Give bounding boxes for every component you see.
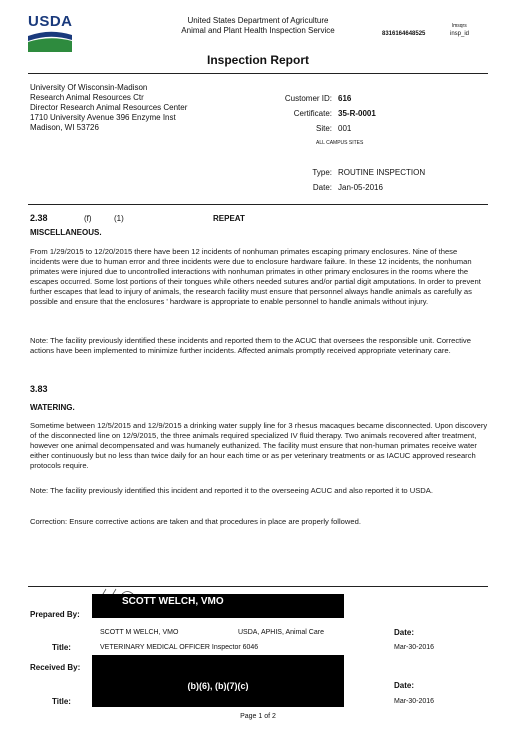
section-code-238: 2.38: [30, 213, 48, 223]
certificate-value: 35-R-0001: [338, 109, 376, 118]
section-heading-miscellaneous: MISCELLANEOUS.: [30, 228, 102, 237]
site-note: ALL CAMPUS SITES: [316, 140, 364, 146]
department-name: United States Department of Agriculture: [187, 16, 329, 25]
facility-line3: Director Research Animal Resources Center: [30, 103, 188, 112]
section-heading-watering: WATERING.: [30, 403, 75, 412]
service-name: Animal and Plant Health Inspection Service: [181, 26, 335, 35]
received-date: Mar-30-2016: [394, 698, 435, 705]
date-label: Date:: [312, 183, 332, 192]
received-date-label: Date:: [394, 681, 415, 690]
miscellaneous-paragraph: From 1/29/2015 to 12/20/2015 there have been 12 incidents of nonhuman primates escaping primary enclosures. Nine of these incidents were due to human error and three incidents were due to enclosure hardware failure. In these 12 incidents, the nonhuman primates were injured due to uncontrolled interactions with nonhuman primates in other primary enclosures in the rooms where the escapes occurred. Some lost portions of their tongues while others needed sutures and/or partial digit amputations. In order to prevent further escapes that lead to injury of animals, the research facility must ensure that personnel always handle animals as carefully as possible and ensure that the enclosures ' hardware is appropriate to enable personnel to handle animals without injury.: [30, 247, 481, 306]
received-redaction: [92, 655, 344, 707]
section-sub-f: (f): [84, 214, 92, 223]
customer-id-value: 616: [338, 94, 352, 103]
header-rule: [28, 73, 488, 74]
prepared-title-label: Title:: [52, 643, 71, 652]
section-sub-1: (1): [114, 214, 124, 223]
type-value: ROUTINE INSPECTION: [338, 168, 426, 177]
received-by-label: Received By:: [30, 663, 81, 672]
site-label: Site:: [315, 124, 332, 133]
certificate-label: Certificate:: [293, 109, 332, 118]
prepared-signature-redaction: [92, 594, 344, 618]
usda-logo-text: USDA: [28, 13, 73, 30]
report-title: Inspection Report: [206, 53, 309, 67]
facility-line2: Research Animal Resources Ctr: [30, 93, 144, 102]
miscellaneous-note: Note: The facility previously identified these incidents and reported them to the ACUC that oversees the responsible unit. Corrective actions have been implemented to minimize further incidents. Affected animals promptly received appropriate veterinary care.: [30, 336, 471, 355]
watering-paragraph: Sometime between 12/5/2015 and 12/9/2015 a drinking water supply line for 3 rhesus macaques became disconnected. Upon discovery of the disconnected line on 12/9/2015, the three animals required specialized IV fluid therapy. Two animals recovered after treatment, however one animal decompensated and was humanely euthanized. The facility must ensure that non-human primates receive water either continuously but no less than twice daily for an hour each time or as per veterinary treatments or as IACUC approved research protocols require.: [30, 421, 488, 470]
prepared-name: SCOTT M WELCH, VMO: [100, 629, 179, 636]
watering-note: Note: The facility previously identified this incident and reported it to the overseeing ACUC and also reported it to USDA.: [30, 486, 433, 495]
facility-line5: Madison, WI 53726: [30, 123, 99, 132]
received-title-label: Title:: [52, 697, 71, 706]
section-rule-top: [28, 204, 488, 205]
facility-line4: 1710 University Avenue 396 Enzyme Inst: [30, 113, 176, 122]
type-label: Type:: [312, 168, 332, 177]
prepared-date: Mar-30-2016: [394, 644, 435, 651]
repeat-flag: REPEAT: [213, 214, 245, 223]
signature-rule: [28, 586, 488, 587]
prepared-signature-name: SCOTT WELCH, VMO: [122, 596, 224, 607]
prepared-agency: USDA, APHIS, Animal Care: [238, 629, 324, 636]
redaction-code: (b)(6), (b)(7)(c): [187, 681, 249, 691]
facility-address: [30, 83, 187, 133]
date-value: Jan-05-2016: [338, 183, 383, 192]
site-value: 001: [338, 124, 352, 133]
prepared-date-label: Date:: [394, 628, 415, 637]
page-number: Page 1 of 2: [240, 713, 276, 720]
prepared-title: VETERINARY MEDICAL OFFICER Inspector 6046: [100, 644, 259, 651]
small-label: lmsqrs: [452, 23, 467, 29]
customer-id-label: Customer ID:: [284, 94, 332, 103]
prepared-by-label: Prepared By:: [30, 610, 80, 619]
small-id: insp_id: [450, 31, 470, 37]
section-code-383: 3.83: [30, 384, 48, 394]
watering-correction: Correction: Ensure corrective actions are taken and that procedures in place are properly followed.: [30, 517, 361, 526]
facility-name: University Of Wisconsin-Madison: [30, 83, 148, 92]
doc-number: 8316164648525: [382, 31, 426, 37]
